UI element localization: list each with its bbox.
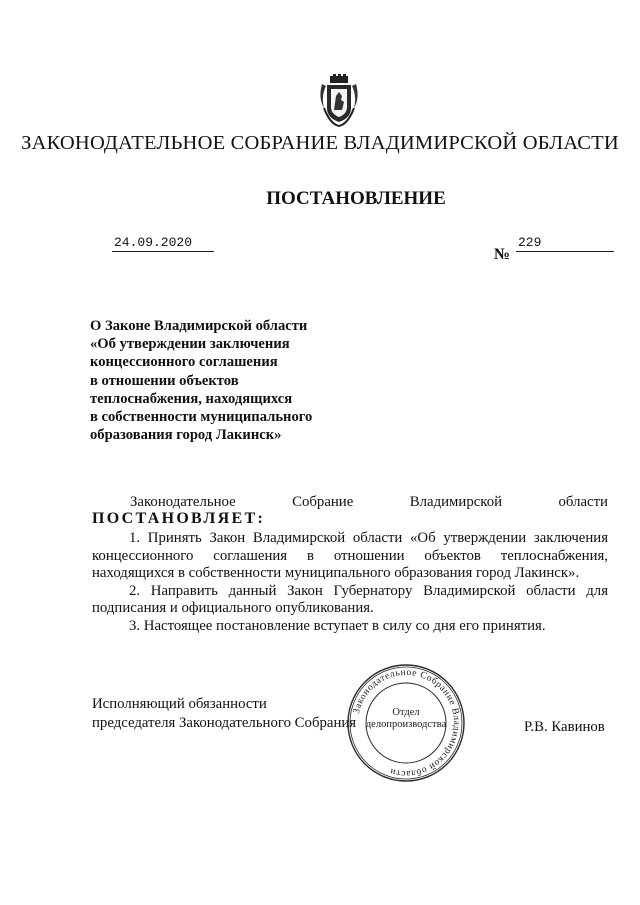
subject-line: «Об утверждении заключения	[90, 336, 290, 353]
signatory-name: Р.В. Кавинов	[524, 719, 605, 735]
position-line: Исполняющий обязанности	[92, 696, 267, 712]
subject-line: О Законе Владимирской области	[90, 318, 308, 334]
signatory-position	[92, 695, 356, 733]
subject-line: теплоснабжения, находящихся	[90, 390, 293, 407]
item-1-line: концессионного соглашения в отношении объектов теплоснабжения,	[92, 547, 608, 564]
position-line: председателя Законодательного Собрания	[92, 715, 357, 731]
resolution-items	[92, 530, 608, 635]
item-2-line: 2. Направить данный Закон Губернатору Владимирской области для	[129, 582, 608, 599]
resolves-heading: ПОСТАНОВЛЯЕТ:	[92, 510, 266, 527]
subject-line: в отношении объектов	[90, 372, 239, 389]
subject-line: образования город Лакинск»	[90, 427, 282, 444]
stamp-center-text	[361, 707, 451, 731]
item-1-line: находящихся в собственности муниципального образования город Лакинск».	[92, 565, 580, 581]
preamble-word: области	[558, 494, 608, 510]
preamble-word: Законодательное	[130, 494, 236, 510]
coat-of-arms-icon	[318, 74, 360, 128]
preamble	[130, 494, 608, 511]
preamble-word: Владимирской	[409, 494, 503, 510]
stamp-line: делопроизводства	[365, 719, 447, 730]
subject-line: в собственности муниципального	[90, 409, 313, 426]
document-subject	[90, 317, 390, 444]
item-3-line: 3. Настоящее постановление вступает в силу со дня его принятия.	[129, 617, 546, 634]
preamble-word: Собрание	[292, 494, 354, 510]
item-1-line: 1. Принять Закон Владимирской области «Об утверждении заключения	[129, 530, 608, 546]
document-date: 24.09.2020	[112, 235, 214, 252]
organization-title: ЗАКОНОДАТЕЛЬНОЕ СОБРАНИЕ ВЛАДИМИРСКОЙ ОБЛАСТИ	[21, 132, 619, 154]
stamp-line: Отдел	[392, 707, 420, 718]
item-2-line: подписания и официального опубликования.	[92, 600, 374, 616]
document-number: 229	[516, 235, 614, 252]
number-sign: №	[494, 246, 511, 263]
subject-line: концессионного соглашения	[90, 354, 278, 371]
stamp-ring-text: Законодательное Собрание Владимирской области	[351, 667, 462, 779]
document-type-title: ПОСТАНОВЛЕНИЕ	[266, 188, 446, 209]
